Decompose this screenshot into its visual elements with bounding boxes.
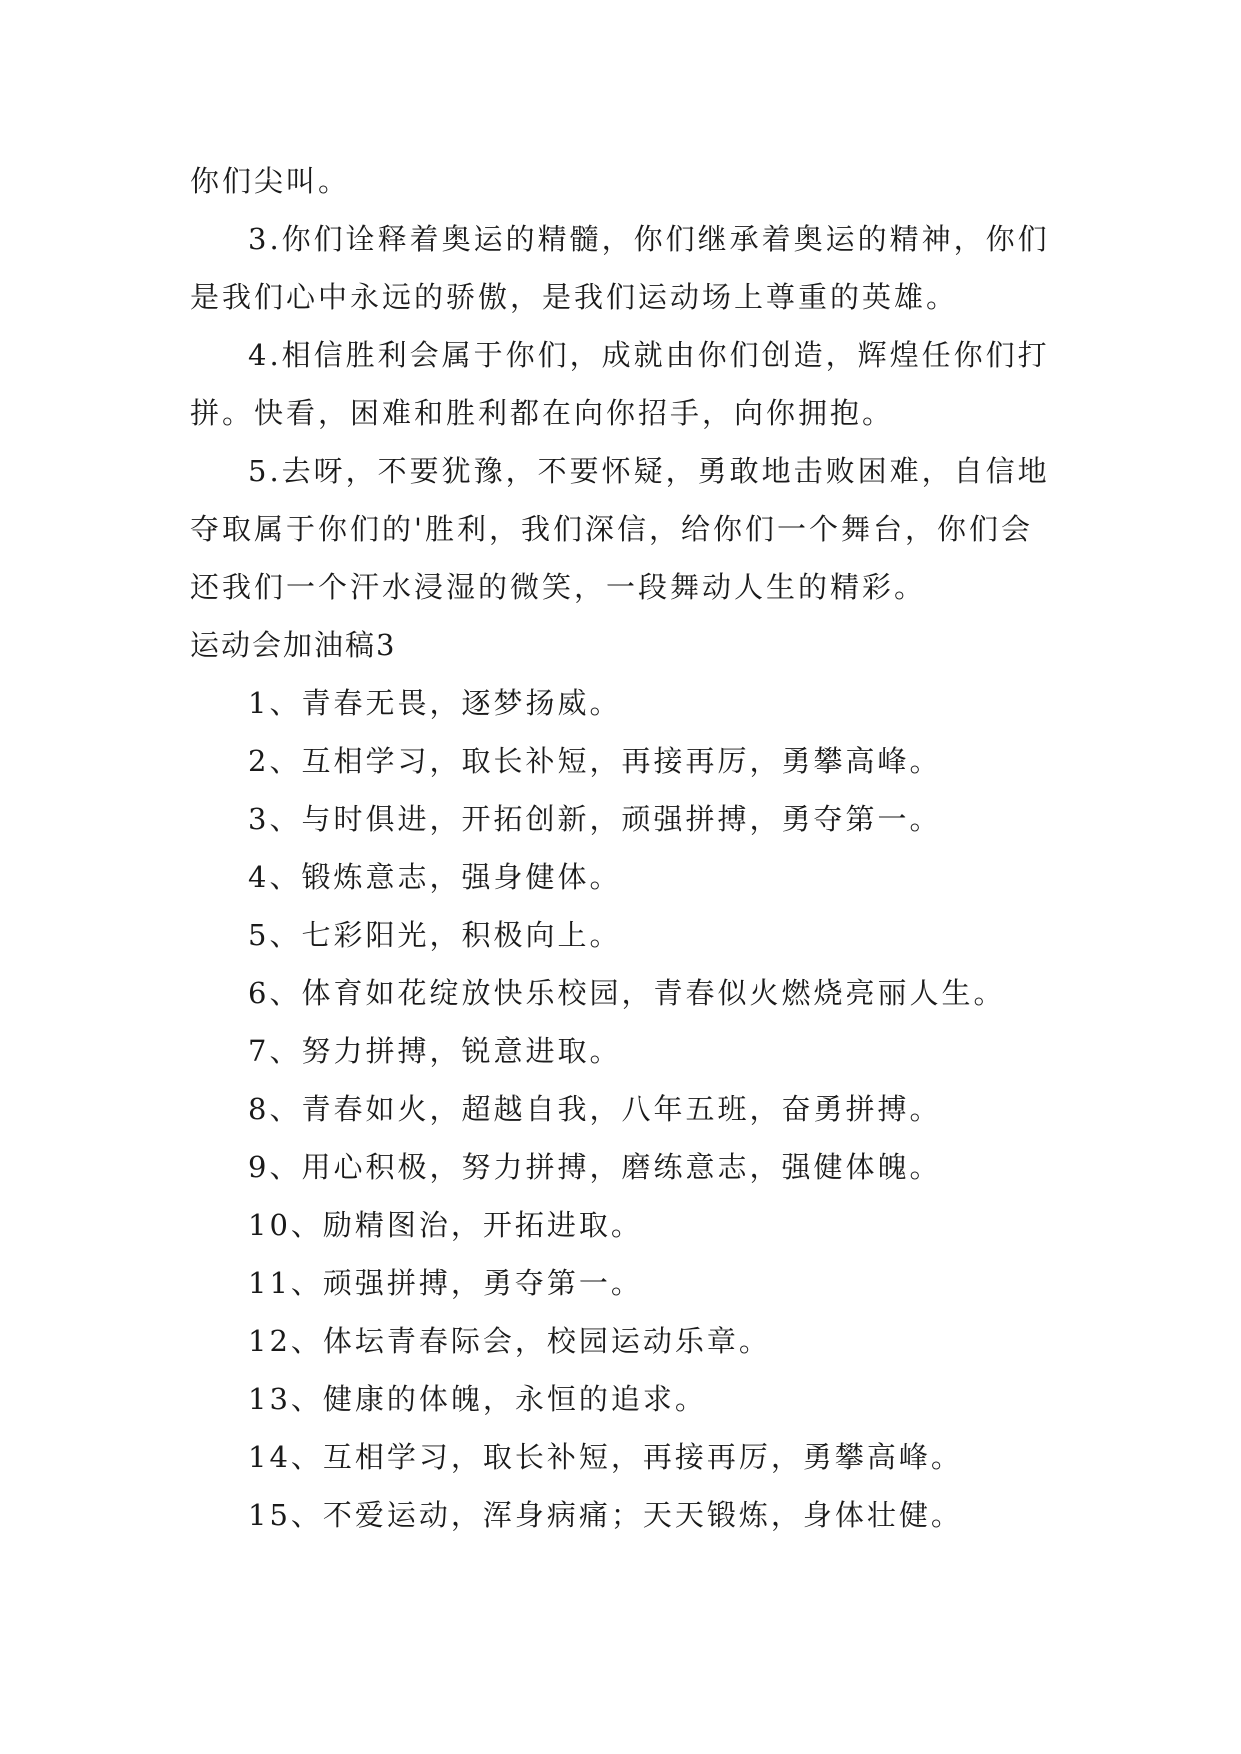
list-item: 11、顽强拼搏，勇夺第一。 [248,1266,643,1300]
section-title: 运动会加油稿3 [190,628,397,662]
list-item: 9、用心积极，努力拼搏，磨练意志，强健体魄。 [248,1150,942,1184]
list-item: 10、励精图治，开拓进取。 [248,1208,643,1242]
document-body [190,152,1052,1544]
intro-tail: 你们尖叫。 [190,164,351,198]
list-item: 2、互相学习，取长补短，再接再厉，勇攀高峰。 [248,744,942,778]
list-item: 3、与时俱进，开拓创新，顽强拼搏，勇夺第一。 [248,802,942,836]
list-item: 6、体育如花绽放快乐校园，青春似火燃烧亮丽人生。 [248,976,1006,1010]
list-item: 8、青春如火，超越自我，八年五班，奋勇拼搏。 [248,1092,942,1126]
paragraph-4: 4.相信胜利会属于你们，成就由你们创造，辉煌任你们打拼。快看，困难和胜利都在向你招手，向你拥抱。 [190,338,1050,430]
list-item: 12、体坛青春际会，校园运动乐章。 [248,1324,771,1358]
list-item: 5、七彩阳光，积极向上。 [248,918,622,952]
list-item: 13、健康的体魄，永恒的追求。 [248,1382,707,1416]
list-item: 1、青春无畏，逐梦扬威。 [248,686,622,720]
list-item: 15、不爱运动，浑身病痛；天天锻炼，身体壮健。 [248,1498,963,1532]
paragraph-3: 3.你们诠释着奥运的精髓，你们继承着奥运的精神，你们是我们心中永远的骄傲，是我们运动场上尊重的英雄。 [190,222,1050,314]
list-item: 14、互相学习，取长补短，再接再厉，勇攀高峰。 [248,1440,963,1474]
list-item: 4、锻炼意志，强身健体。 [248,860,622,894]
list-item: 7、努力拼搏，锐意进取。 [248,1034,622,1068]
slogan-list [190,674,1052,1544]
paragraph-5: 5.去呀，不要犹豫，不要怀疑，勇敢地击败困难，自信地夺取属于你们的'胜利，我们深信，给你们一个舞台，你们会还我们一个汗水浸湿的微笑，一段舞动人生的精彩。 [190,454,1050,604]
